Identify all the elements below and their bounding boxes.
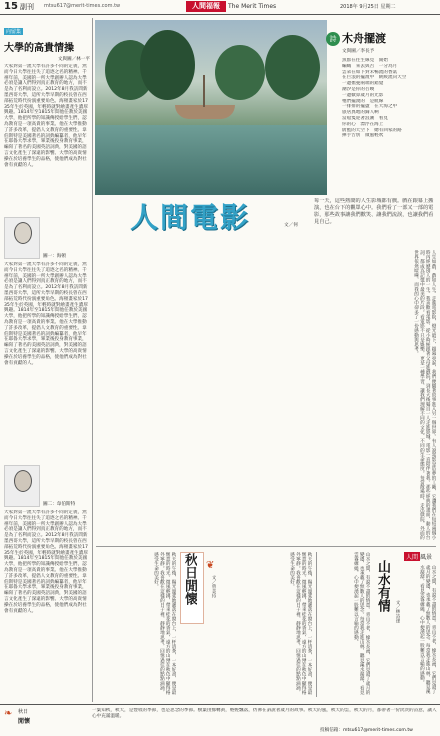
poem-line: 在巨浪的擺渡中 緩緩流向天空 <box>342 75 407 81</box>
poem-tag: 詩 <box>326 32 340 46</box>
film-body: 人生如戲，戲如人生。走進電影院，燈光暗下，銀幕亮起，我們便隨著故事進入另一個世界。有人說電影是造夢的工廠，它讓我們在短短兩個小時內經歷別人的一生。我喜歡看電影，從小時候跟著父母進戲院，到長大後獨自一人走進影城，電影一直陪伴著我。那些經典的畫面、動人的台詞，都成為記憶中最美的片段。看電影不只是娛樂，更是一種學習，讓我們理解不同的文化、不同的生命態度。每當散場時，走出戲院，外面的世界依然喧嘩，而我的心中卻多了一份感動與思考。 <box>413 250 436 540</box>
section-divider <box>96 546 436 547</box>
poem-line: 一邊擔憂兩端的錯覺 <box>342 81 384 87</box>
column-divider <box>316 552 317 697</box>
film-title: 人間電影 <box>130 201 251 234</box>
poem-line: 一邊數算歲月的光影 <box>342 92 384 98</box>
landscape-body-2: 山水之間，有說不盡的情意。青山不老，綠水長流，它們見證了歲月的變遷，也承載了無數人的思念。每當我走進山林，聽見溪水潺潺，看見雲霧繚繞，心中便湧起一股難以言喻的感動。 <box>419 565 436 694</box>
poem-line: 蔚藍的天空下 總有回家的路 <box>342 127 402 133</box>
paper-logo: 人間福報 <box>186 1 226 12</box>
landscape-byline: 文／林詩達 <box>395 600 400 623</box>
poem-line: 一排排的擺盪 在大海之中 <box>342 104 398 110</box>
poem-body <box>342 58 436 139</box>
article-title: 大學的高貴情操 <box>4 43 74 54</box>
poem-line: 當船隻迎著浪潮 看見 <box>342 115 388 121</box>
autumn-leaf-icon: ❧ <box>4 708 13 719</box>
left-article <box>4 18 90 702</box>
autumn-title-box <box>180 552 204 624</box>
article-body-2: 大家對第一流大學有許多不同的定義，然而今日大學往往失了追逐之名的精神。千禧年前，美國的一所大學創辦人認為大學必須是讓人們得到真正教育的地方，而不是為了名利而設立。2012年8月我訪問新墨西哥大學，這所大學早期的校長曾在西部拓荒時代扮演重要角色。海頓畫家於1735年生於英國，年輕時就對繪畫產生濃厚興趣。1814年至1815年間他任教於美國大學，他把所學的知識傳授給學生們，認為教育是一項高貴的事業。他在大學推動了許多改革，提倡人文教育的重要性。韋伯斯特是美國著名的詞典編纂者，他早年在耶魯大學求學，畢業後投身教育事業，編寫了著名的美國英語詞典，對美國的語言文化產生了深遠的影響。大學的高貴情操在於培養學生的品格，使他們成為對社會有貢獻的人。 <box>4 262 88 366</box>
poem-line: 牠們擺渡的 是航線 <box>342 98 384 104</box>
autumn-byline: 文／曾美玲 <box>211 575 216 598</box>
autumn-body-2: 秋天的午後，陽光溫柔地灑落在窗台上，一杯清茶，一本好書，便是最愜意的時光。微風輕拂，帶來桂花的香氣，遠方的山巒在秋色中顯得格外寧靜。我喜歡在這樣的日子裡，靜靜地思考，回憶過往的點點滴滴，感受生命的美好。 <box>289 552 312 695</box>
poem-line: 雲朵在如下對未暢流的香氣 <box>342 69 398 75</box>
poem-line: 揮手告別 微風輕吹 <box>342 133 384 139</box>
film-byline: 文／何 <box>284 223 298 228</box>
page-number: 15 <box>4 1 18 12</box>
leaf-icon: ❦ <box>206 560 215 571</box>
poem-line: 編織 來去與否 一分為月 <box>342 63 398 69</box>
poem-line: 旅居異地的歸人啊 <box>342 110 379 116</box>
email: mtsu617@merit-times.com.tw <box>44 3 121 9</box>
autumn-body: 秋天的午後，陽光溫柔地灑落在窗台上，一杯清茶，一本好書，便是最愜意的時光。微風輕拂，帶來桂花的香氣，遠方的山巒在秋色中顯得格外寧靜。我喜歡在這樣的日子裡，靜靜地思考，回憶過往的點點滴滴，感受生命的美好。 <box>153 552 176 695</box>
portrait-webster <box>4 465 40 507</box>
column-divider <box>92 18 93 702</box>
poem-line: 潮汐是你的召喚 <box>342 86 375 92</box>
caption-webster: 圖二：韋伯斯特 <box>43 502 76 507</box>
paper-name-en: The Merit Times <box>228 3 277 10</box>
film-intro: 每一天，這些熱鬧的人生影城都有戲。戲在銀幕上搬演，也在台下的觀眾心中。我們看了一部又一部的電影，那些故事讓我們歡笑、讓我們流淚，也讓我們看見自己。 <box>314 198 434 225</box>
footer-tag2: 閒懷 <box>18 718 31 725</box>
footer-text: 一葉知秋，秋天，是豐收的季節，也是思念的季節。樹葉由綠轉黃，輕輕飄落，彷彿在訴說著歲月的故事。秋天的風，秋天的雲，秋天的月，都帶著一份淡淡的詩意，讓人心中充滿溫暖。 <box>92 708 437 719</box>
boat-photo <box>95 20 327 195</box>
landscape-tag2: 風景 <box>420 554 433 561</box>
portrait-haydn <box>4 217 40 259</box>
article-body-3: 大家對第一流大學有許多不同的定義，然而今日大學往往失了追逐之名的精神。千禧年前，美國的一所大學創辦人認為大學必須是讓人們得到真正教育的地方，而不是為了名利而設立。2012年8月我訪問新墨西哥大學，這所大學早期的校長曾在西部拓荒時代扮演重要角色。海頓畫家於1735年生於英國，年輕時就對繪畫產生濃厚興趣。1814年至1815年間他任教於美國大學，他把所學的知識傳授給學生們，認為教育是一項高貴的事業。他在大學推動了許多改革，提倡人文教育的重要性。韋伯斯特是美國著名的詞典編纂者，他早年在耶魯大學求學，畢業後投身教育事業，編寫了著名的美國英語詞典，對美國的語言文化產生了深遠的影響。大學的高貴情操在於培養學生的品格，使他們成為對社會有貢獻的人。 <box>4 510 88 614</box>
landscape-body: 山水之間，有說不盡的情意。青山不老，綠水長流，它們見證了歲月的變遷，也承載了無數人的思念。每當我走進山林，聽見溪水潺潺，看見雲霧繚繞，心中便湧起一股難以言喻的感動。 <box>353 552 370 695</box>
autumn-title: 秋日閒懷 <box>182 553 197 605</box>
poem-line: 魚群在往生線見 開始 <box>342 58 388 63</box>
article-body-1: 大家對第一流大學有許多不同的定義，然而今日大學往往失了追逐之名的精神。千禧年前，美國的一所大學創辦人認為大學必須是讓人們得到真正教育的地方，而不是為了名利而設立。2012年8月我訪問新墨西哥大學，這所大學早期的校長曾在西部拓荒時代扮演重要角色。海頓畫家於1735年生於英國，年輕時就對繪畫產生濃厚興趣。1814年至1815年間他任教於美國大學，他把所學的知識傳授給學生們，認為教育是一項高貴的事業。他在大學推動了許多改革，提倡人文教育的重要性。韋伯斯特是美國著名的詞典編纂者，他早年在耶魯大學求學，畢業後投身教育事業，編寫了著名的美國英語詞典，對美國的語言文化產生了深遠的影響。大學的高貴情操在於培養學生的品格，使他們成為對社會有貢獻的人。 <box>4 64 88 168</box>
footer-contact: 投稿信箱：mtsu617@merit-times.com.tw <box>320 728 413 733</box>
caption-haydn: 圖一：海頓 <box>43 254 66 259</box>
footer-tag: 秋日 <box>18 709 29 715</box>
section-name: 副刊 <box>20 3 34 11</box>
poem-line: 你的心 漂浮在海上 <box>342 121 384 127</box>
poem-title: 木舟擺渡 <box>342 32 386 45</box>
landscape-tag: 人間 <box>405 554 418 561</box>
column-tag: 向留集 <box>6 29 22 35</box>
issue-date: 2018年 9月25日 星期二 <box>340 4 396 10</box>
landscape-title: 山水有情 <box>375 560 390 612</box>
poem-byline: 文與圖／李長予 <box>342 49 375 54</box>
article-byline: 文與圖／林一平 <box>57 57 90 62</box>
